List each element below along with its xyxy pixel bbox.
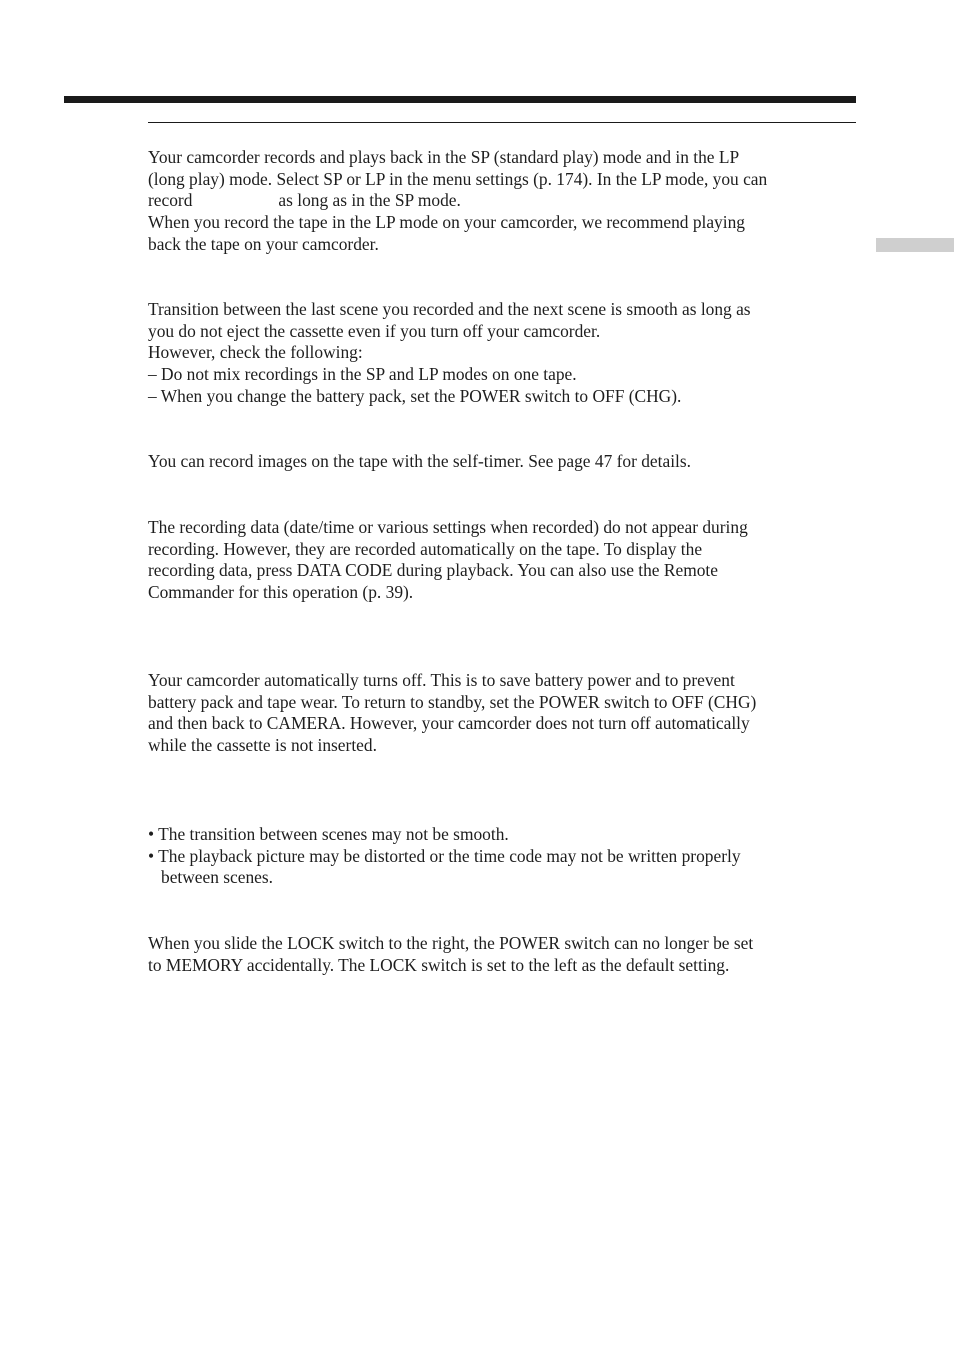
text-line: to MEMORY accidentally. The LOCK switch is set to the left as the default setting. xyxy=(148,954,730,975)
text-line: Transition between the last scene you recorded and the next scene is smooth as long as xyxy=(148,299,751,319)
paragraph-recording-mode xyxy=(148,147,860,255)
text-line: battery pack and tape wear. To return to standby, set the POWER switch to OFF (CHG) xyxy=(148,691,757,712)
text-line: Your camcorder records and plays back in the SP (standard play) mode and in the LP xyxy=(148,147,740,167)
text-line: – When you change the battery pack, set the POWER switch to OFF (CHG). xyxy=(148,385,682,406)
text-line: Commander for this operation (p. 39). xyxy=(148,582,414,603)
text-line: When you record the tape in the LP mode on your camcorder, we recommend playing xyxy=(148,212,745,233)
text-line: (long play) mode. Select SP or LP in the menu settings (p. 174). In the LP mode, you can xyxy=(148,168,768,189)
text-line: The recording data (date/time or various settings when recorded) do not appear during xyxy=(148,517,748,537)
list-item: • The playback picture may be distorted or the time code may not be written properly xyxy=(148,845,741,866)
text-line: recording. However, they are recorded automatically on the tape. To display the xyxy=(148,538,703,559)
list-item: • The transition between scenes may not be smooth. xyxy=(148,824,509,844)
section-tab-marker xyxy=(876,238,954,252)
text-line: and then back to CAMERA. However, your camcorder does not turn off automatically xyxy=(148,713,750,734)
list-item-continuation: between scenes. xyxy=(161,867,274,888)
paragraph-recording-data xyxy=(148,517,860,604)
text-line: back the tape on your camcorder. xyxy=(148,233,379,254)
text-line: Your camcorder automatically turns off. This is to save battery power and to prevent xyxy=(148,670,735,690)
text-line: You can record images on the tape with the self-timer. See page 47 for details. xyxy=(148,451,691,471)
header-rule-thick xyxy=(64,96,856,103)
text-fragment: record xyxy=(148,190,193,211)
text-fragment: as long as in the SP mode. xyxy=(278,190,461,211)
bullet-list-notes xyxy=(148,824,860,889)
paragraph-self-timer xyxy=(148,451,860,473)
text-line: – Do not mix recordings in the SP and LP modes on one tape. xyxy=(148,364,577,385)
paragraph-scene-transition xyxy=(148,299,860,407)
header-rule-thin xyxy=(148,122,856,123)
paragraph-auto-off xyxy=(148,670,860,757)
paragraph-lock-switch xyxy=(148,933,860,976)
text-line: However, check the following: xyxy=(148,342,363,363)
text-line xyxy=(148,190,860,212)
text-line: When you slide the LOCK switch to the right, the POWER switch can no longer be set xyxy=(148,933,754,953)
text-line: while the cassette is not inserted. xyxy=(148,735,377,756)
text-line: you do not eject the cassette even if you turn off your camcorder. xyxy=(148,320,601,341)
text-line: recording data, press DATA CODE during playback. You can also use the Remote xyxy=(148,560,718,581)
